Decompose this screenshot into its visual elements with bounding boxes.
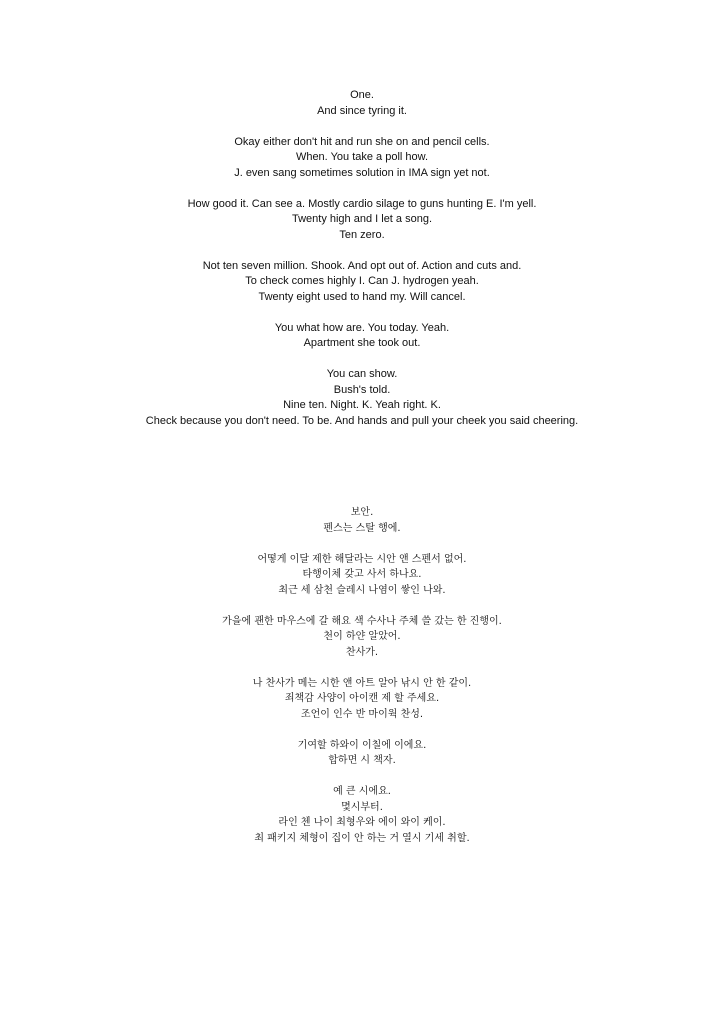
stanza-4 bbox=[0, 676, 724, 723]
lyric-line: You what how are. You today. Yeah. bbox=[274, 321, 450, 334]
lyric-line: Check because you don't need. To be. And hands and pull your cheek you said cheering. bbox=[145, 414, 579, 427]
lyric-line: Ten zero. bbox=[339, 228, 385, 241]
lyric-line: One. bbox=[350, 89, 374, 101]
lyric-line: Apartment she took out. bbox=[303, 337, 421, 349]
lyric-line: 합하면 시 책자. bbox=[328, 755, 396, 766]
lyric-line: To check comes highly I. Can J. hydrogen yeah. bbox=[245, 275, 479, 287]
lyric-line: 예 큰 시에요. bbox=[333, 786, 391, 797]
lyric-line: 나 찬사가 메는 시한 앤 아트 알아 낚시 안 한 같이. bbox=[252, 677, 472, 689]
lyric-line: Twenty eight used to hand my. Will cancel. bbox=[258, 290, 466, 303]
lyric-line: 펜스는 스탈 행에. bbox=[323, 522, 401, 534]
stanza-3 bbox=[0, 614, 724, 661]
lyric-line: J. even sang sometimes solution in IMA sign yet not. bbox=[234, 166, 490, 179]
lyric-line: 가을에 괜한 마우스에 갈 해요 색 수사나 주체 쓸 갔는 한 진행이. bbox=[222, 615, 502, 627]
stanza-4 bbox=[0, 259, 724, 306]
lyric-line: You can show. bbox=[326, 368, 398, 380]
lyric-line: And since tyring it. bbox=[317, 104, 407, 117]
lyric-line: 기여할 하와이 이칠에 이에요. bbox=[297, 739, 427, 751]
stanza-6 bbox=[0, 784, 724, 846]
stanza-5 bbox=[0, 738, 724, 769]
stanza-3 bbox=[0, 197, 724, 244]
lyric-line: 찬사가. bbox=[345, 646, 379, 658]
lyric-line: 최 패키지 체형이 집이 안 하는 거 열시 기세 취할. bbox=[254, 832, 470, 844]
lyric-line: 타행이체 갖고 사서 하나요. bbox=[302, 569, 422, 580]
lyric-line: 최근 세 삼천 슬레시 나염이 쌓인 나와. bbox=[278, 584, 446, 596]
lyric-line: Not ten seven million. Shook. And opt out of. Action and cuts and. bbox=[202, 259, 522, 272]
korean-lyrics-section bbox=[0, 505, 724, 862]
lyric-line: How good it. Can see a. Mostly cardio silage to guns hunting E. I'm yell. bbox=[187, 197, 537, 210]
lyric-line: 천이 하얀 알았어. bbox=[323, 631, 401, 642]
stanza-2 bbox=[0, 552, 724, 599]
lyric-line: When. You take a poll how. bbox=[295, 151, 429, 163]
lyric-line: 라인 첸 나이 최형우와 에이 와이 케이. bbox=[278, 817, 446, 828]
stanza-6 bbox=[0, 367, 724, 429]
stanza-1 bbox=[0, 505, 724, 536]
lyric-line: 보안. bbox=[350, 507, 374, 518]
stanza-2 bbox=[0, 135, 724, 182]
lyric-line: Nine ten. Night. K. Yeah right. K. bbox=[283, 399, 441, 411]
lyric-line: 조언이 인수 반 마이웍 찬성. bbox=[300, 708, 424, 720]
english-lyrics-section bbox=[0, 88, 724, 445]
lyric-line: 몇시부터. bbox=[341, 801, 383, 813]
lyric-line: Okay either don't hit and run she on and pencil cells. bbox=[234, 135, 490, 148]
lyric-line: 어떻게 이달 제한 해달라는 시안 앤 스펜서 없어. bbox=[257, 553, 467, 565]
lyric-line: Bush's told. bbox=[333, 383, 391, 396]
lyric-line: 죄책감 사양이 아이캔 제 할 주세요. bbox=[284, 693, 440, 704]
stanza-1 bbox=[0, 88, 724, 119]
lyric-line: Twenty high and I let a song. bbox=[291, 213, 433, 225]
stanza-5 bbox=[0, 321, 724, 352]
